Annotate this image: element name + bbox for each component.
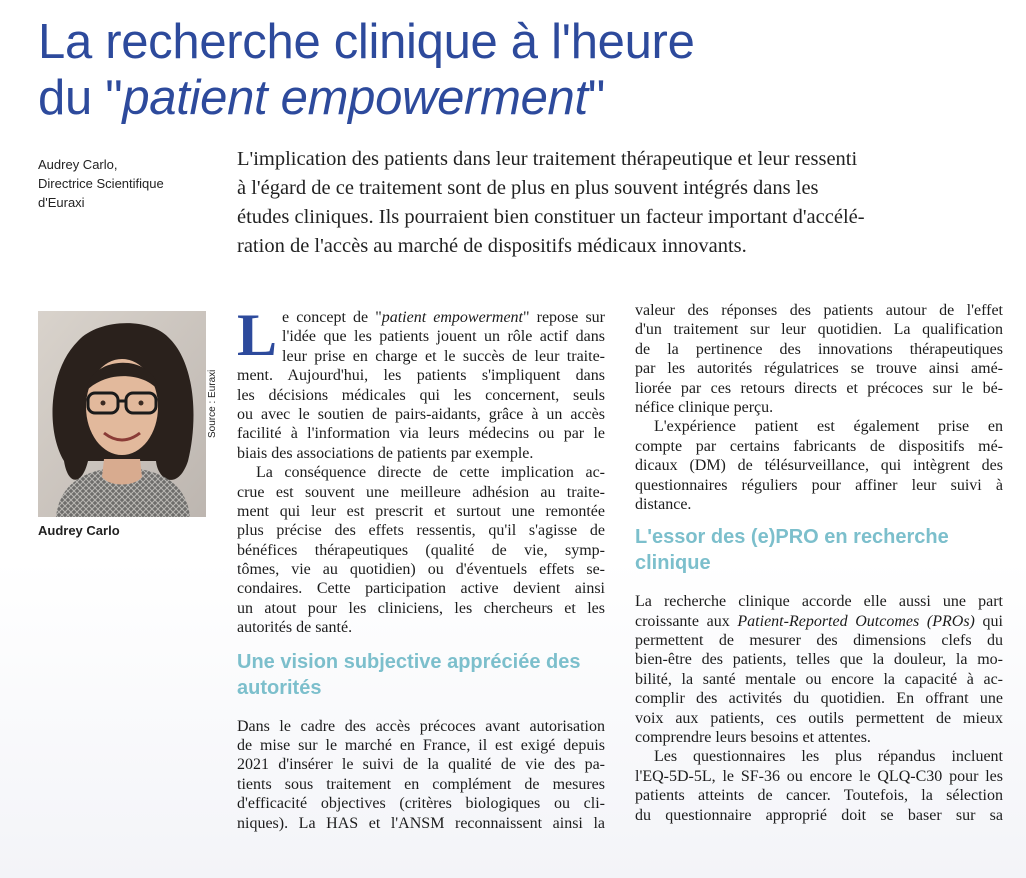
text-line: bien-être des patients, telles que la douleur, la mo-: [635, 651, 1003, 669]
text-line: d'efficacité objectives (critères biologiques ou cli-: [237, 795, 605, 813]
author-company: d'Euraxi: [38, 195, 85, 210]
text-line: questionnaires réguliers pour affiner leur suivi à: [635, 476, 1003, 494]
article-column-2: [635, 301, 1003, 825]
author-role: Directrice Scientifique: [38, 176, 164, 191]
title-line-2-post: ": [587, 71, 605, 125]
lead-line: études cliniques. Ils pourraient bien constituer un facteur important d'accélé-: [237, 206, 865, 228]
text-line: comprendre leurs besoins et attentes.: [635, 729, 871, 747]
text-line: autorités de santé.: [237, 619, 353, 637]
text-line: L'expérience patient est également prise en: [654, 418, 1003, 436]
lead-line: L'implication des patients dans leur traitement thérapeutique et leur ressenti: [237, 148, 858, 170]
text-line: distance.: [635, 495, 692, 513]
text-line: valeur des réponses des patients autour de l'effet: [635, 302, 1003, 319]
text-line: par les autorités régulatrices se trouve ainsi amé-: [635, 360, 1003, 378]
text-line: dicaux (DM) de télésurveillance, qui intègrent des: [635, 457, 1003, 475]
text-line: permettent de mesurer des dimensions clefs du: [635, 632, 1003, 650]
text-line: compte par certains fabricants de dispositifs mé-: [635, 437, 1003, 455]
text-line: néfice clinique perçu.: [635, 398, 774, 416]
text-line: ment qui leur est prescrit et surtout une remontée: [237, 502, 605, 520]
text-line: d'un traitement sur leur quotidien. La qualification: [635, 321, 1003, 339]
text-line: l'EQ-5D-5L, le SF-36 ou encore le QLQ-C30 pour les: [635, 767, 1003, 785]
text-line: de la pertinence des innovations thérapeutiques: [635, 340, 1003, 358]
text-line: voix aux patients, ces outils permettent de mieux: [635, 709, 1003, 727]
lead-line: ration de l'accès au marché de dispositifs médicaux innovants.: [237, 235, 747, 257]
author-name: Audrey Carlo,: [38, 157, 118, 172]
text-line: du questionnaire approprié doit se baser sur sa: [635, 806, 1003, 824]
text-line: ment. Aujourd'hui, les patients s'impliquent dans: [237, 367, 605, 385]
title-line-2-pre: du ": [38, 71, 123, 125]
text-line: bilité, la santé mentale ou encore la capacité à ac-: [635, 670, 1003, 688]
text-line: La recherche clinique accorde elle aussi une part: [635, 593, 1003, 611]
text-line: un atout pour les cliniciens, les chercheurs et les: [237, 599, 605, 617]
text-line: biais des associations de patients par exemple.: [237, 444, 534, 462]
text-line: plus précise des effets ressentis, qu'il s'agisse de: [237, 522, 605, 540]
text-line: bénéfices thérapeutiques (qualité de vie, symp-: [237, 541, 605, 559]
title-line-1: La recherche clinique à l'heure: [38, 15, 695, 69]
text-line: e concept de "patient empowerment" repose sur: [282, 309, 606, 326]
text-line: facilité à l'information via leurs médecins ou par le: [237, 425, 605, 443]
text-line: La conséquence directe de cette implication ac-: [256, 464, 605, 482]
text-line: crue est souvent une meilleure adhésion au traite-: [237, 483, 605, 501]
text-line: l'idée que les patients jouent un rôle actif dans: [282, 328, 605, 346]
text-line: tômes, vie au quotidien) ou d'éventuels effets se-: [237, 561, 605, 579]
title-line-2-emphasis: patient empowerment: [122, 71, 588, 125]
author-byline: [38, 155, 213, 212]
section-heading: L'essor des (e)PRO en recherche clinique: [635, 526, 949, 575]
text-line: patients atteints de cancer. Toutefois, la sélection: [635, 787, 1003, 805]
text-line: Les questionnaires les plus répandus incluent: [654, 748, 1003, 766]
text-line: leur prise en charge et le succès de leur traite-: [282, 347, 605, 365]
article-title: [38, 14, 998, 126]
text-line: 2021 d'insérer le suivi de la qualité de vie des pa-: [237, 756, 605, 774]
text-line: niques). La HAS et l'ANSM reconnaissent ainsi la: [237, 814, 605, 832]
lead-line: à l'égard de ce traitement sont de plus en plus souvent intégrés dans les: [237, 177, 819, 199]
text-line: condaires. Cette participation active devient ainsi: [237, 580, 605, 598]
text-line: Dans le cadre des accès précoces avant autorisation: [237, 717, 605, 735]
text-line: ou avec le soutien de pairs-aidants, grâce à un accès: [237, 405, 605, 423]
section-heading: Une vision subjective appréciée des autorités: [237, 650, 581, 699]
text-line: tients sous traitement en complément de mesures: [237, 775, 605, 793]
photo-credit: Source : Euraxi: [207, 369, 218, 438]
photo-caption: Audrey Carlo: [38, 523, 120, 538]
article-column-1: [237, 302, 606, 833]
text-line: croissante aux Patient-Reported Outcomes (PROs) qui: [635, 612, 1003, 630]
text-line: de mise sur le marché en France, il est exigé depuis: [237, 737, 605, 755]
lead-paragraph: [237, 145, 1007, 261]
drop-cap: L: [237, 302, 278, 368]
text-line: liorée par ces retours directs et précoces sur le bé-: [635, 379, 1003, 397]
text-line: les décisions médicales qui les concernent, seuls: [237, 386, 605, 404]
text-line: complir des activités du quotidien. En offrant une: [635, 690, 1003, 708]
author-photo: [38, 311, 206, 517]
